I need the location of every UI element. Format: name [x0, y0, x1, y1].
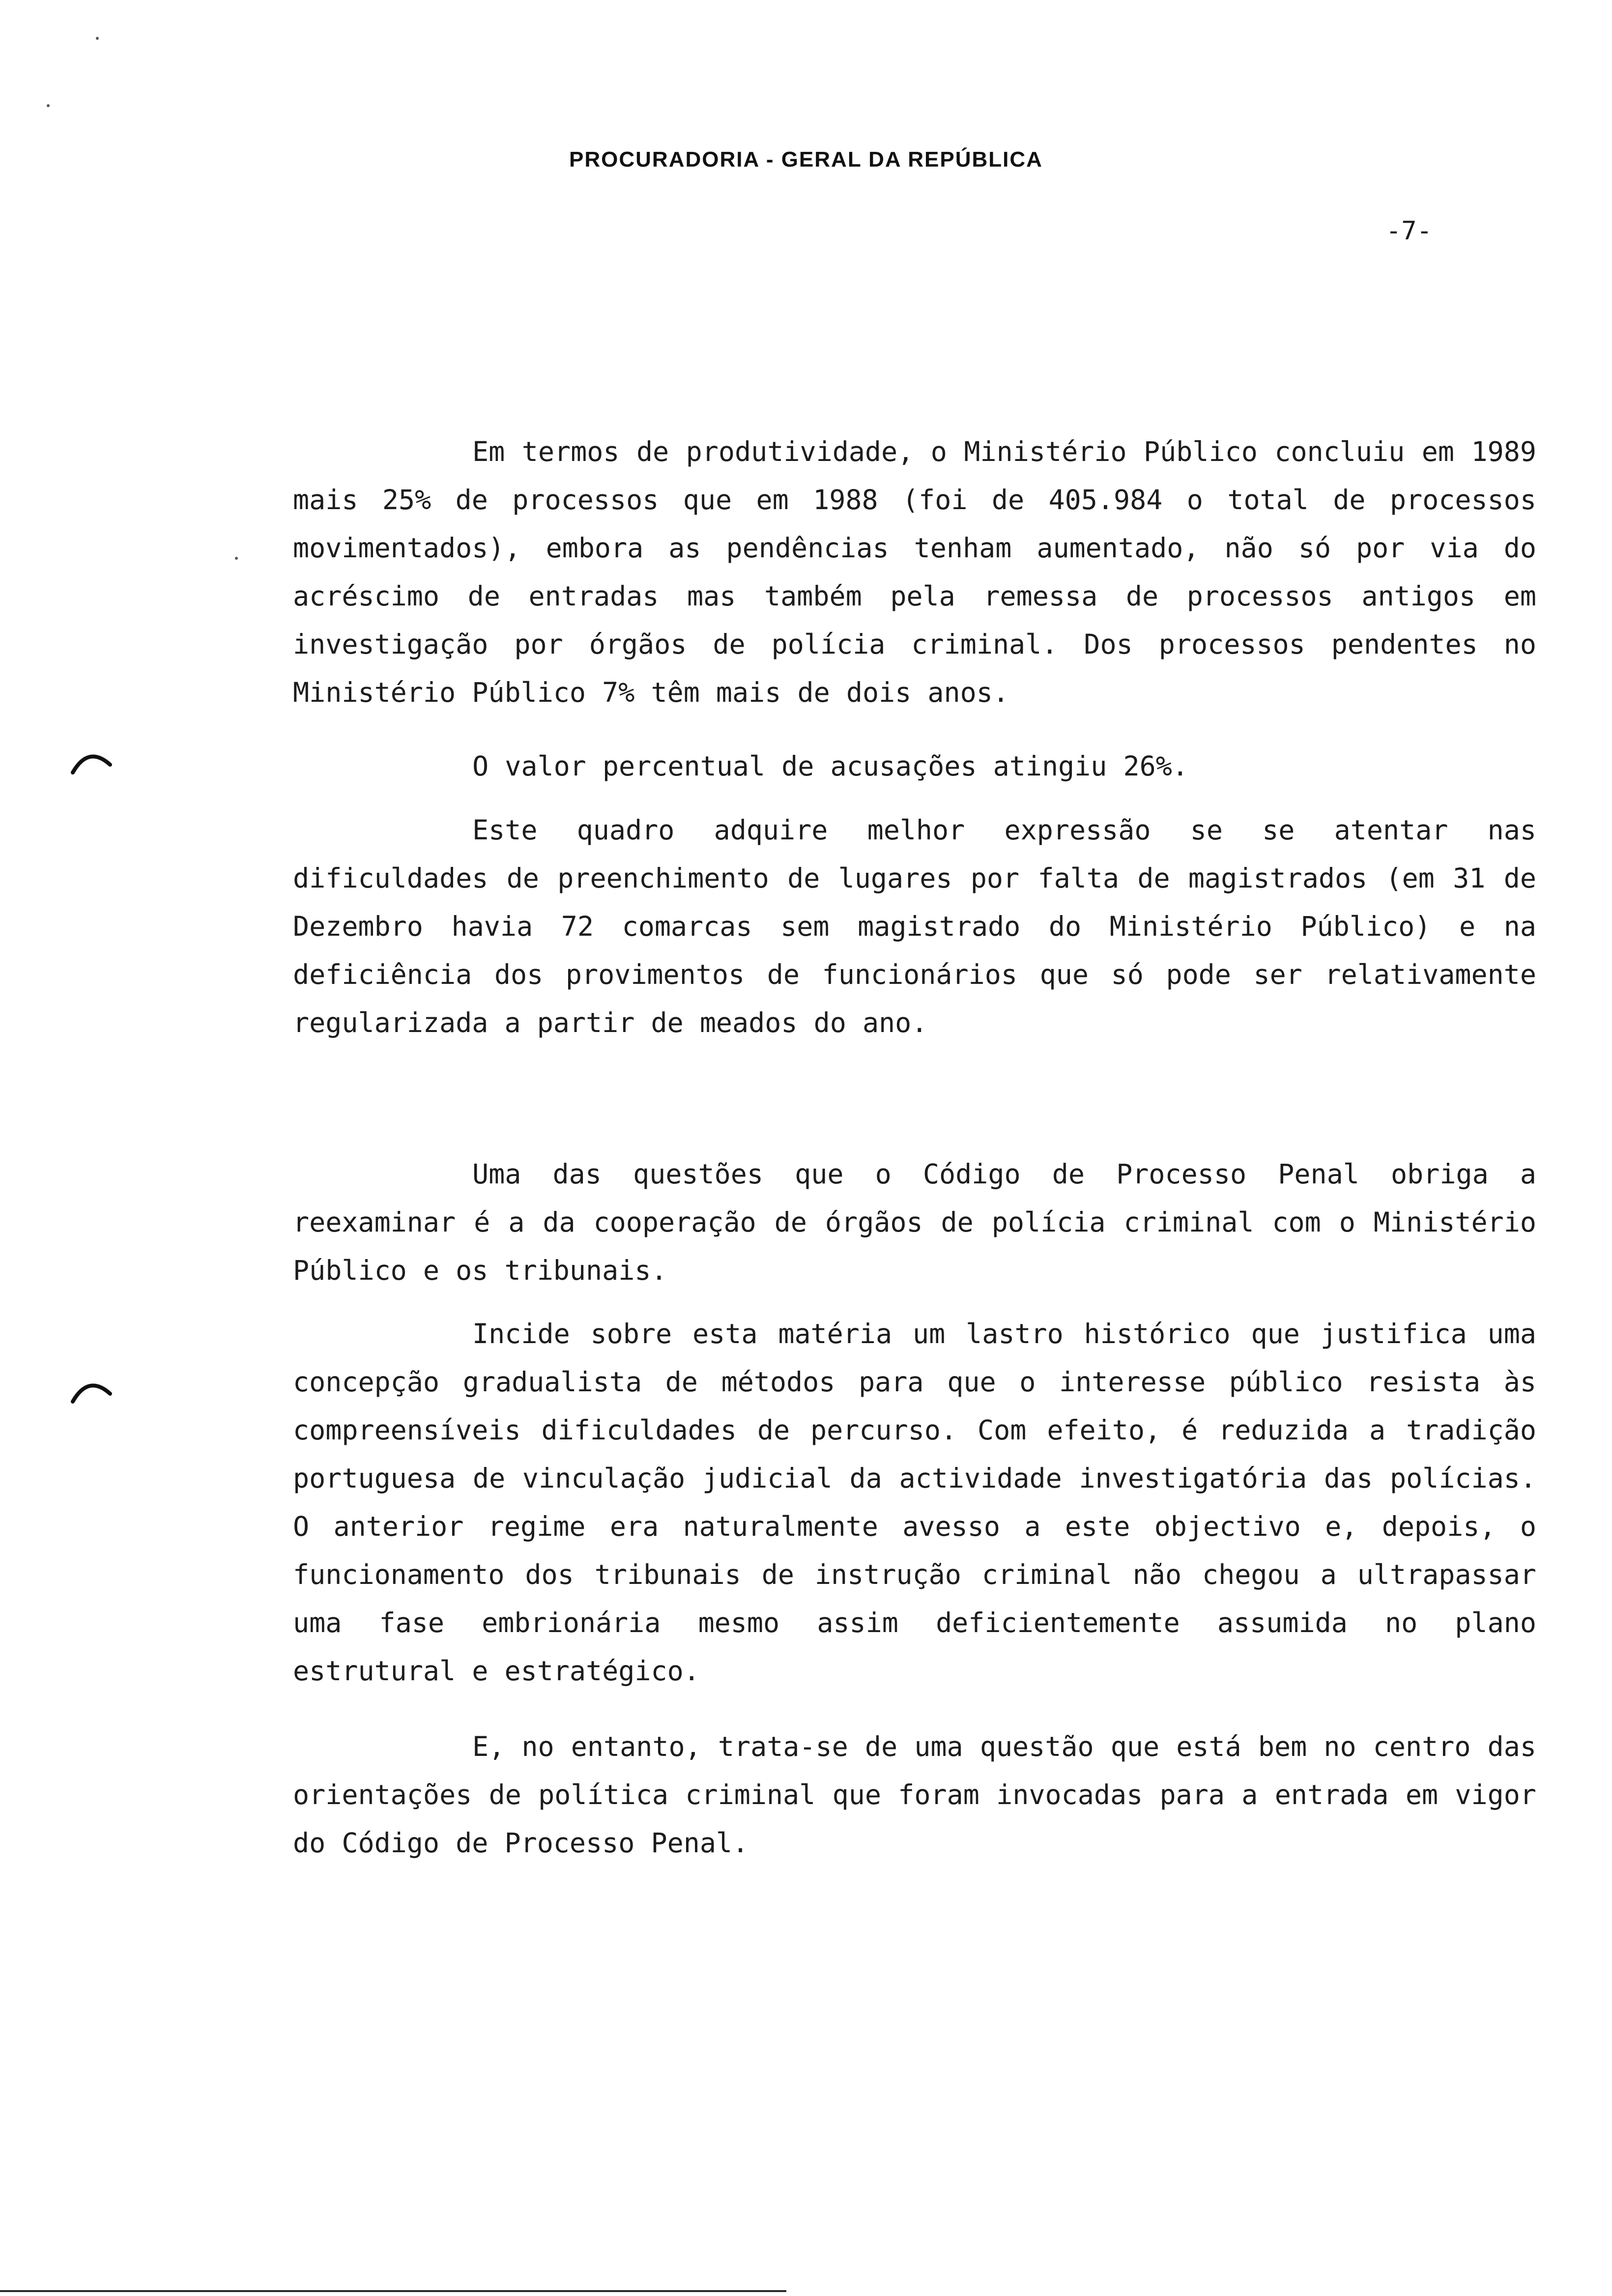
bottom-edge-rule [0, 2290, 786, 2292]
paragraph-police-cooperation: Uma das questões que o Código de Processo Penal obriga a reexaminar é a da cooperação de órgãos de polícia criminal com o Ministério Público e os tribunais. [293, 1158, 1536, 1286]
paragraph-criminal-policy: E, no entanto, trata-se de uma questão que está bem no centro das orientações de política criminal que foram invocadas para a entrada em vigor do Código de Processo Penal. [293, 1731, 1536, 1859]
paragraph-historical-context: Incide sobre esta matéria um lastro histórico que justifica uma concepção gradualista de métodos para que o interesse público resista às compreensíveis dificuldades de percurso. Com efeito, é reduzida a tradição portuguesa de vinculação judicial da actividade investigatória das polícias. O anterior regime era naturalmente avesso a este objectivo e, depois, o funcionamento dos tribunais de instrução criminal não chegou a ultrapassar uma fase embrionária mesmo assim deficientemente assumida no plano estrutural e estratégico. [293, 1318, 1536, 1687]
scan-speck [47, 104, 50, 107]
page-number: -7- [1386, 216, 1432, 246]
scan-speck [235, 557, 238, 560]
paragraph-productivity: Em termos de produtividade, o Ministério Público concluiu em 1989 mais 25% de processos que em 1988 (foi de 405.984 o total de processos movimentados), embora as pendências tenham aumentado, não só por via do acréscimo de entradas mas também pela remessa de processos antigos em investigação por órgãos de polícia criminal. Dos processos pendentes no Ministério Público 7% têm mais de dois anos. [293, 436, 1536, 708]
institution-header: PROCURADORIA - GERAL DA REPÚBLICA [569, 147, 1043, 172]
scan-speck [96, 37, 99, 40]
paragraph-accusations: O valor percentual de acusações atingiu 26%. [472, 750, 1188, 782]
punch-hole-icon [69, 747, 113, 776]
punch-hole-icon [69, 1376, 113, 1406]
paragraph-staffing: Este quadro adquire melhor expressão se se atentar nas dificuldades de preenchimento de lugares por falta de magistrados (em 31 de Dezembro havia 72 comarcas sem magistrado do Ministério Público) e na deficiência dos provimentos de funcionários que só pode ser relativamente regularizada a partir de meados do ano. [293, 814, 1536, 1038]
